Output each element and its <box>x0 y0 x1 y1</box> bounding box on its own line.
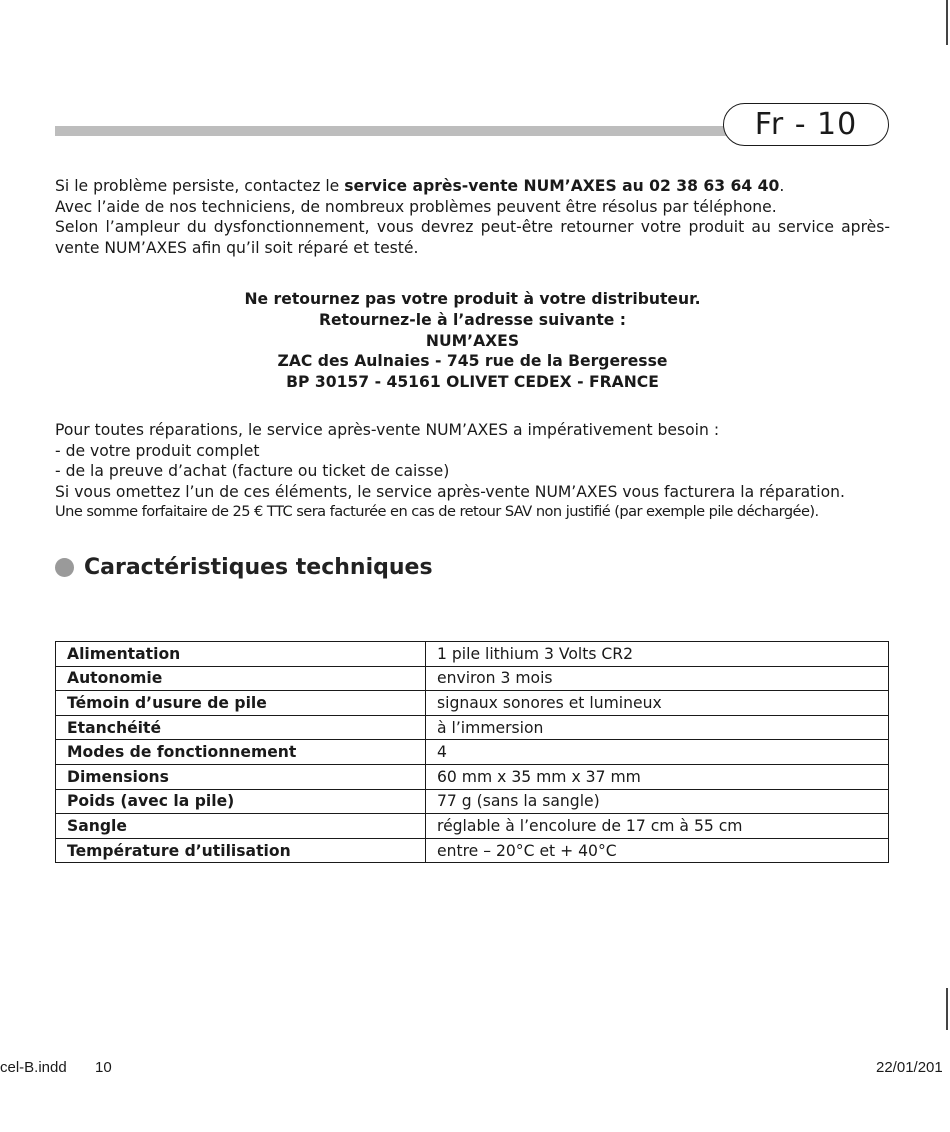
crop-mark <box>946 988 948 1030</box>
table-row <box>56 691 889 716</box>
address-line: Retournez-le à l’adresse suivante : <box>318 310 627 329</box>
table-row <box>56 838 889 863</box>
return-address-block <box>55 289 890 393</box>
table-row <box>56 715 889 740</box>
spec-value: entre – 20°C et + 40°C <box>426 838 889 863</box>
spec-value: à l’immersion <box>426 715 889 740</box>
address-line: NUM’AXES <box>425 331 520 350</box>
footer-file: cel-B.indd <box>0 1059 67 1076</box>
spec-value: 1 pile lithium 3 Volts CR2 <box>426 642 889 667</box>
spec-value: 4 <box>426 740 889 765</box>
repairs-line: Pour toutes réparations, le service après-vente NUM’AXES a impérativement besoin : <box>55 421 720 439</box>
spec-label: Alimentation <box>56 642 426 667</box>
specs-table <box>55 641 889 863</box>
after-sales-phone: service après-vente NUM’AXES au 02 38 63 64 40 <box>344 177 780 195</box>
bullet-icon <box>55 558 74 577</box>
spec-label: Température d’utilisation <box>56 838 426 863</box>
spec-value: réglable à l’encolure de 17 cm à 55 cm <box>426 814 889 839</box>
spec-label: Modes de fonctionnement <box>56 740 426 765</box>
spec-label: Etanchéité <box>56 715 426 740</box>
spec-value: signaux sonores et lumineux <box>426 691 889 716</box>
table-row <box>56 666 889 691</box>
spec-label: Sangle <box>56 814 426 839</box>
intro-line-technicians: Avec l’aide de nos techniciens, de nombreux problèmes peuvent être résolus par téléphone. <box>55 197 777 216</box>
repairs-line: - de la preuve d’achat (facture ou ticket de caisse) <box>55 462 450 481</box>
spec-value: 77 g (sans la sangle) <box>426 789 889 814</box>
table-row <box>56 642 889 667</box>
intro-paragraph <box>55 176 890 258</box>
spec-value: environ 3 mois <box>426 666 889 691</box>
table-row <box>56 740 889 765</box>
spec-label: Témoin d’usure de pile <box>56 691 426 716</box>
spec-label: Poids (avec la pile) <box>56 789 426 814</box>
table-row <box>56 814 889 839</box>
page-number-badge: Fr - 10 <box>723 103 889 146</box>
intro-line-contact: Si le problème persiste, contactez le service après-vente NUM’AXES au 02 38 63 64 40. <box>55 177 785 195</box>
repairs-fee-line: Une somme forfaitaire de 25 € TTC sera facturée en cas de retour SAV non justifié (par exemple pile déchargée). <box>55 503 819 521</box>
intro-line-return: Selon l’ampleur du dysfonctionnement, vous devrez peut-être retourner votre produit au service après-vente NUM’AXES afin qu’il soit réparé et testé. <box>55 218 890 257</box>
spec-label: Dimensions <box>56 764 426 789</box>
repairs-paragraph <box>55 420 890 523</box>
section-title: Caractéristiques techniques <box>84 555 433 580</box>
table-row <box>56 764 889 789</box>
repairs-line: - de votre produit complet <box>55 441 260 460</box>
address-line: BP 30157 - 45161 OLIVET CEDEX - FRANCE <box>286 373 659 392</box>
spec-value: 60 mm x 35 mm x 37 mm <box>426 764 889 789</box>
crop-mark <box>946 0 948 45</box>
address-line: Ne retournez pas votre produit à votre distributeur. <box>244 290 701 308</box>
address-line: ZAC des Aulnaies - 745 rue de la Bergeresse <box>277 352 668 371</box>
spec-label: Autonomie <box>56 666 426 691</box>
footer-date: 22/01/201 <box>876 1059 943 1076</box>
section-heading <box>55 555 433 580</box>
table-row <box>56 789 889 814</box>
repairs-line: Si vous omettez l’un de ces éléments, le service après-vente NUM’AXES vous facturera la réparation. <box>55 482 846 501</box>
footer-page-number: 10 <box>95 1059 112 1076</box>
header-rule <box>55 126 755 136</box>
